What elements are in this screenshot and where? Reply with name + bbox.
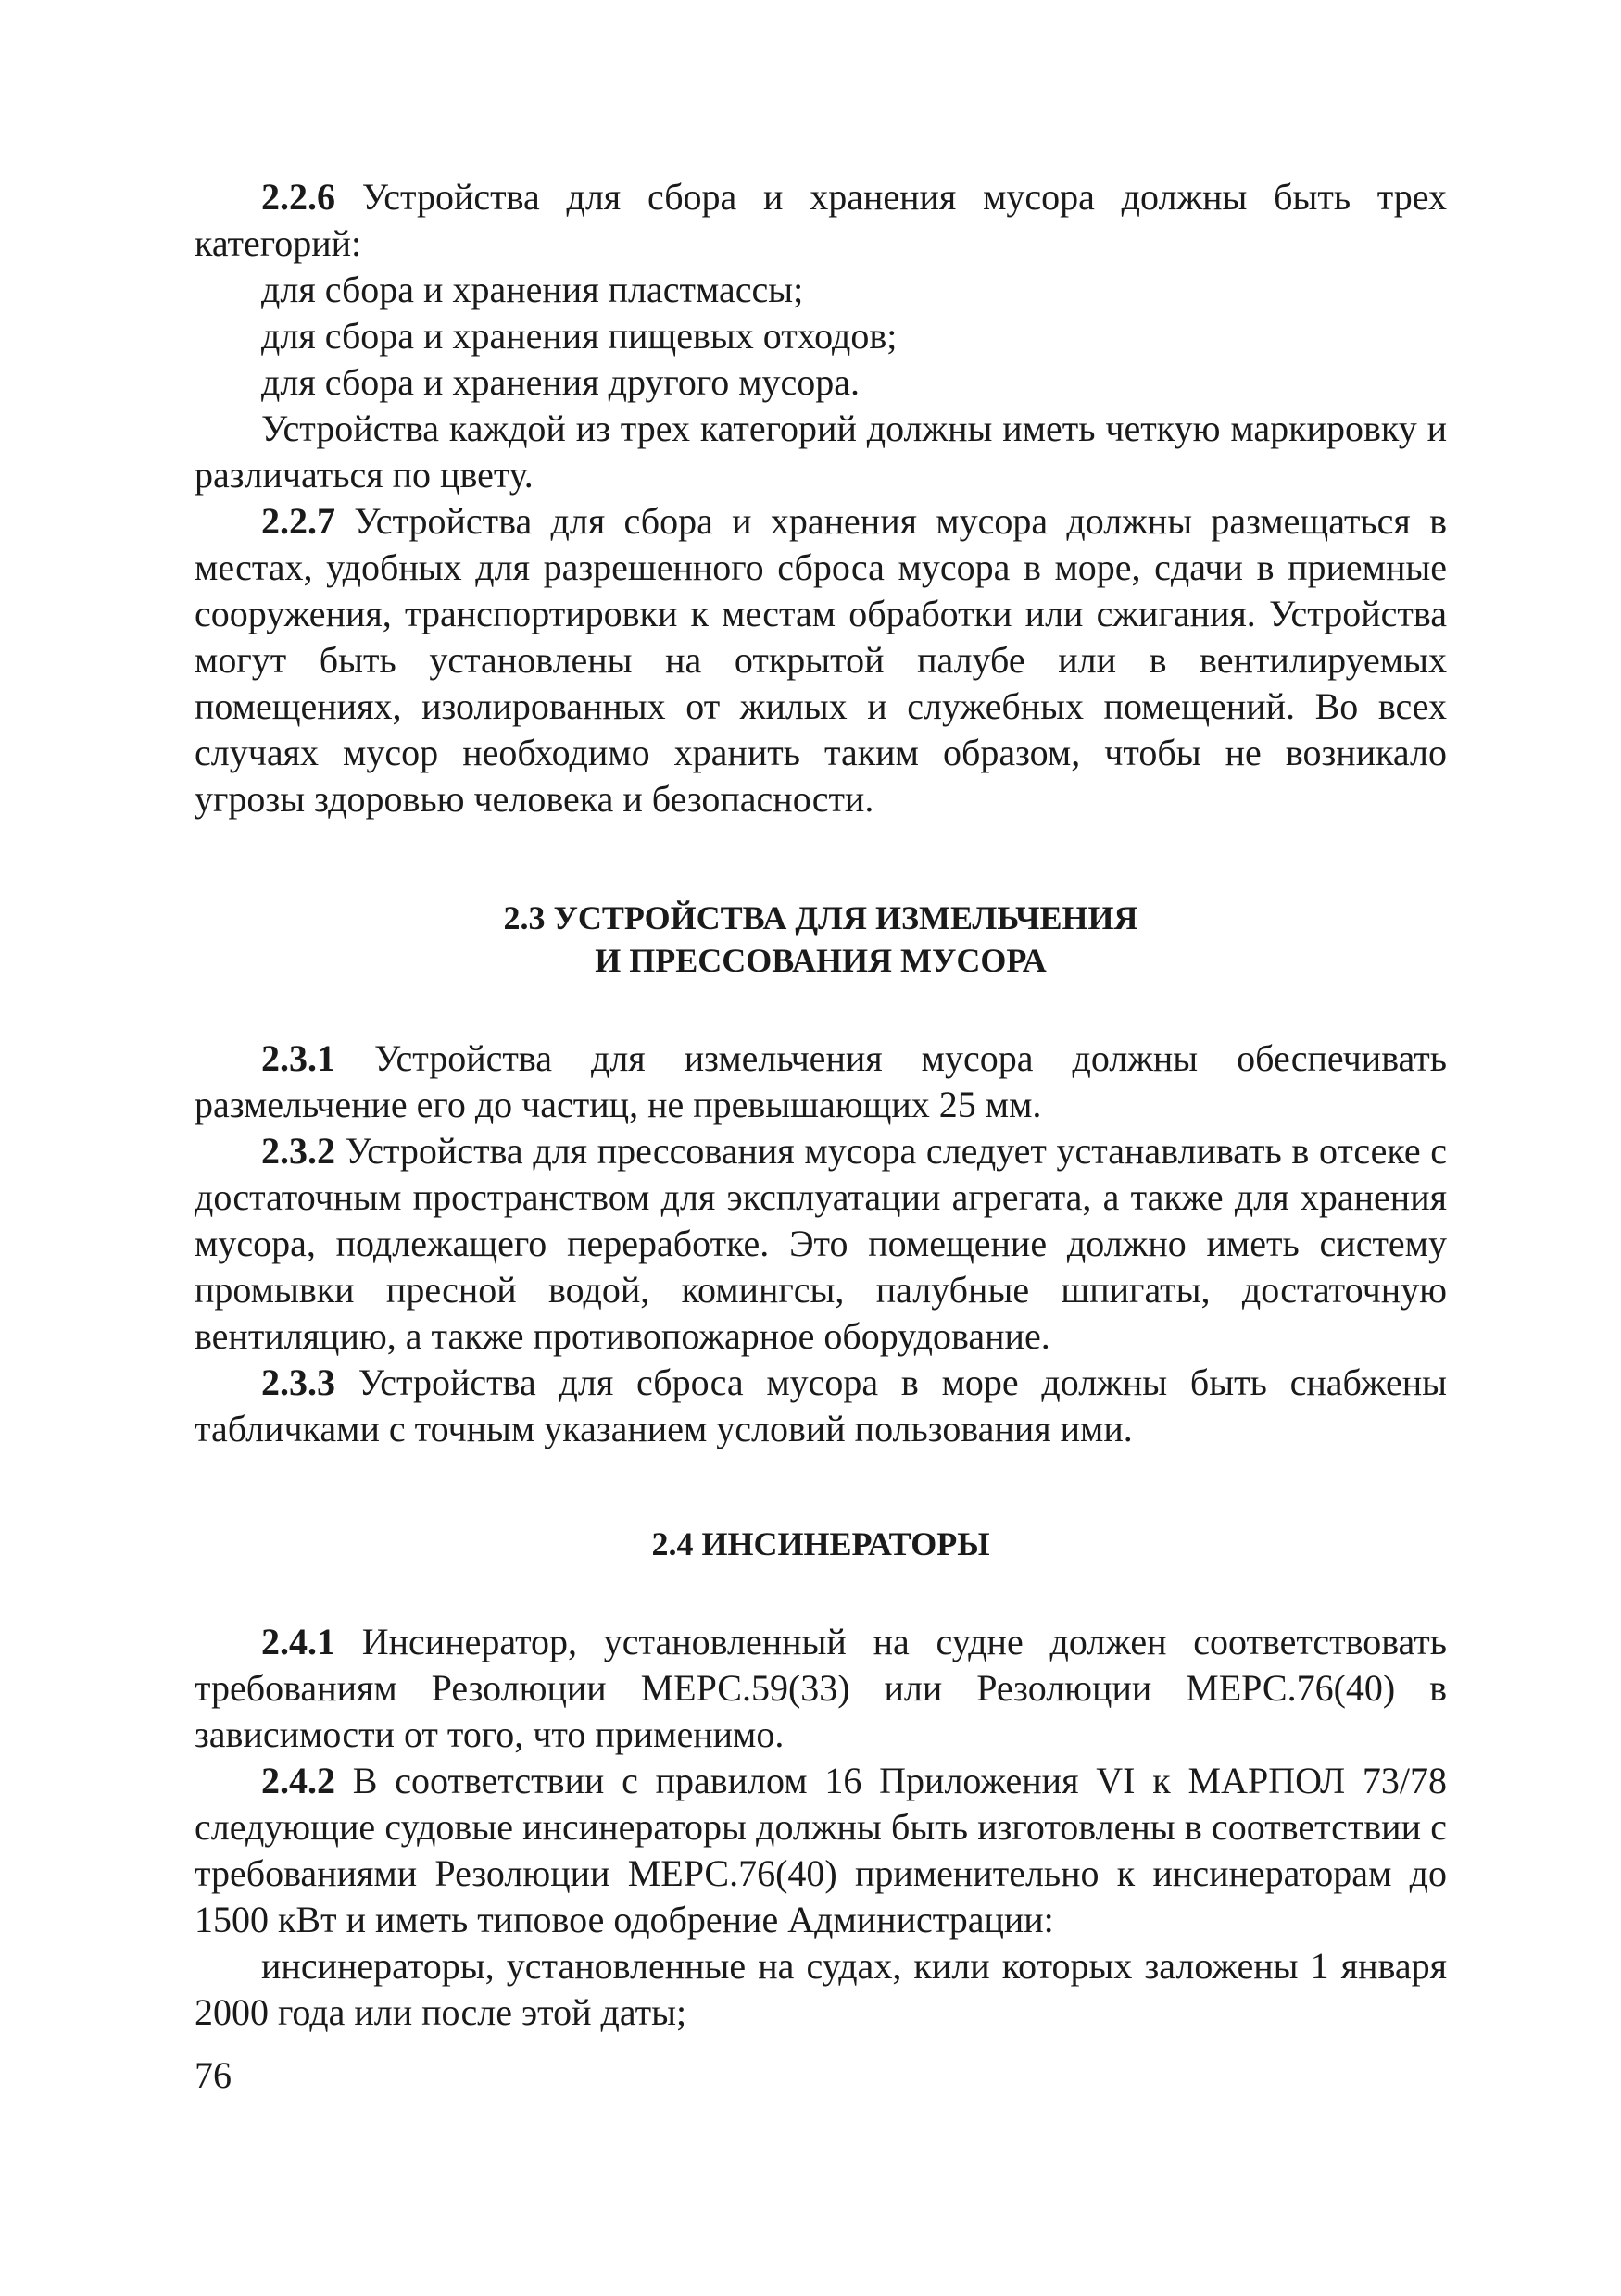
paragraph-text: Устройства для измельчения мусора должны обеспечивать размельчение его до частиц, не превышающих 25 мм. [195, 1037, 1447, 1125]
paragraph-2-4-1 [195, 1619, 1447, 1758]
paragraph-text: Устройства для сбора и хранения мусора должны быть трех категорий: [195, 176, 1447, 264]
heading-line: 2.3 УСТРОЙСТВА ДЛЯ ИЗМЕЛЬЧЕНИЯ [503, 899, 1138, 936]
paragraph-text: В соответствии с правилом 16 Приложения VI к МАРПОЛ 73/78 следующие судовые инсинераторы должны быть изготовлены в соответствии с требованиями Резолюции МЕРС.76(40) применительно к инсинераторам до 1500 кВт и иметь типовое одобрение Администрации: [195, 1760, 1447, 1940]
section-heading-2-4: 2.4 ИНСИНЕРАТОРЫ [651, 1525, 990, 1562]
paragraph-text: Устройства для сбора и хранения мусора должны размещаться в местах, удобных для разрешенного сброса мусора в море, сдачи в приемные сооружения, транспортировки к местам обработки или сжигания. Устройства могут быть установлены на открытой палубе или в вентилируемых помещениях, изолированных от жилых и служебных помещений. Во всех случаях мусор необходимо хранить таким образом, чтобы не возникало угрозы здоровью человека и безопасности. [195, 500, 1447, 820]
section-number: 2.3.3 [261, 1361, 335, 1403]
heading-line: И ПРЕССОВАНИЯ МУСОРА [595, 942, 1047, 979]
section-number: 2.3.1 [261, 1037, 335, 1079]
paragraph-text: Устройства для сброса мусора в море должны быть снабжены табличками с точным указанием условий пользования ими. [195, 1361, 1447, 1449]
paragraph-2-3-3 [195, 1360, 1447, 1452]
section-number: 2.4.2 [261, 1760, 335, 1801]
section-number: 2.2.7 [261, 500, 335, 542]
list-item: для сбора и хранения пищевых отходов; [261, 315, 898, 357]
paragraph-text: Устройства для прессования мусора следует устанавливать в отсеке с достаточным пространством для эксплуатации агрегата, а также для хранения мусора, подлежащего переработке. Это помещение должно иметь систему промывки пресной водой, комингсы, палубные шпигаты, достаточную вентиляцию, а также противопожарное оборудование. [195, 1130, 1447, 1357]
paragraph-2-4-2 [195, 1758, 1447, 1943]
paragraph-text: Устройства каждой из трех категорий должны иметь четкую маркировку и различаться по цвету. [195, 408, 1447, 496]
paragraph-2-3-1 [195, 1035, 1447, 1128]
section-number: 2.2.6 [261, 176, 335, 218]
page-body [195, 174, 1447, 2036]
section-number: 2.3.2 [261, 1130, 335, 1172]
list-item: для сбора и хранения пластмассы; [261, 269, 804, 310]
list-item: для сбора и хранения другого мусора. [261, 361, 861, 403]
page-number: 76 [195, 2054, 232, 2096]
paragraph-text: Инсинератор, установленный на судне должен соответствовать требованиям Резолюции МЕРС.59(33) или Резолюции МЕРС.76(40) в зависимости от того, что применимо. [195, 1621, 1447, 1755]
list-item: инсинераторы, установленные на судах, кили которых заложены 1 января 2000 года или после этой даты; [195, 1945, 1447, 2033]
paragraph-2-2-7 [195, 498, 1447, 822]
paragraph-2-3-2 [195, 1128, 1447, 1360]
paragraph-2-2-6 [195, 174, 1447, 267]
section-number: 2.4.1 [261, 1621, 335, 1662]
section-heading-2-3 [195, 897, 1447, 982]
